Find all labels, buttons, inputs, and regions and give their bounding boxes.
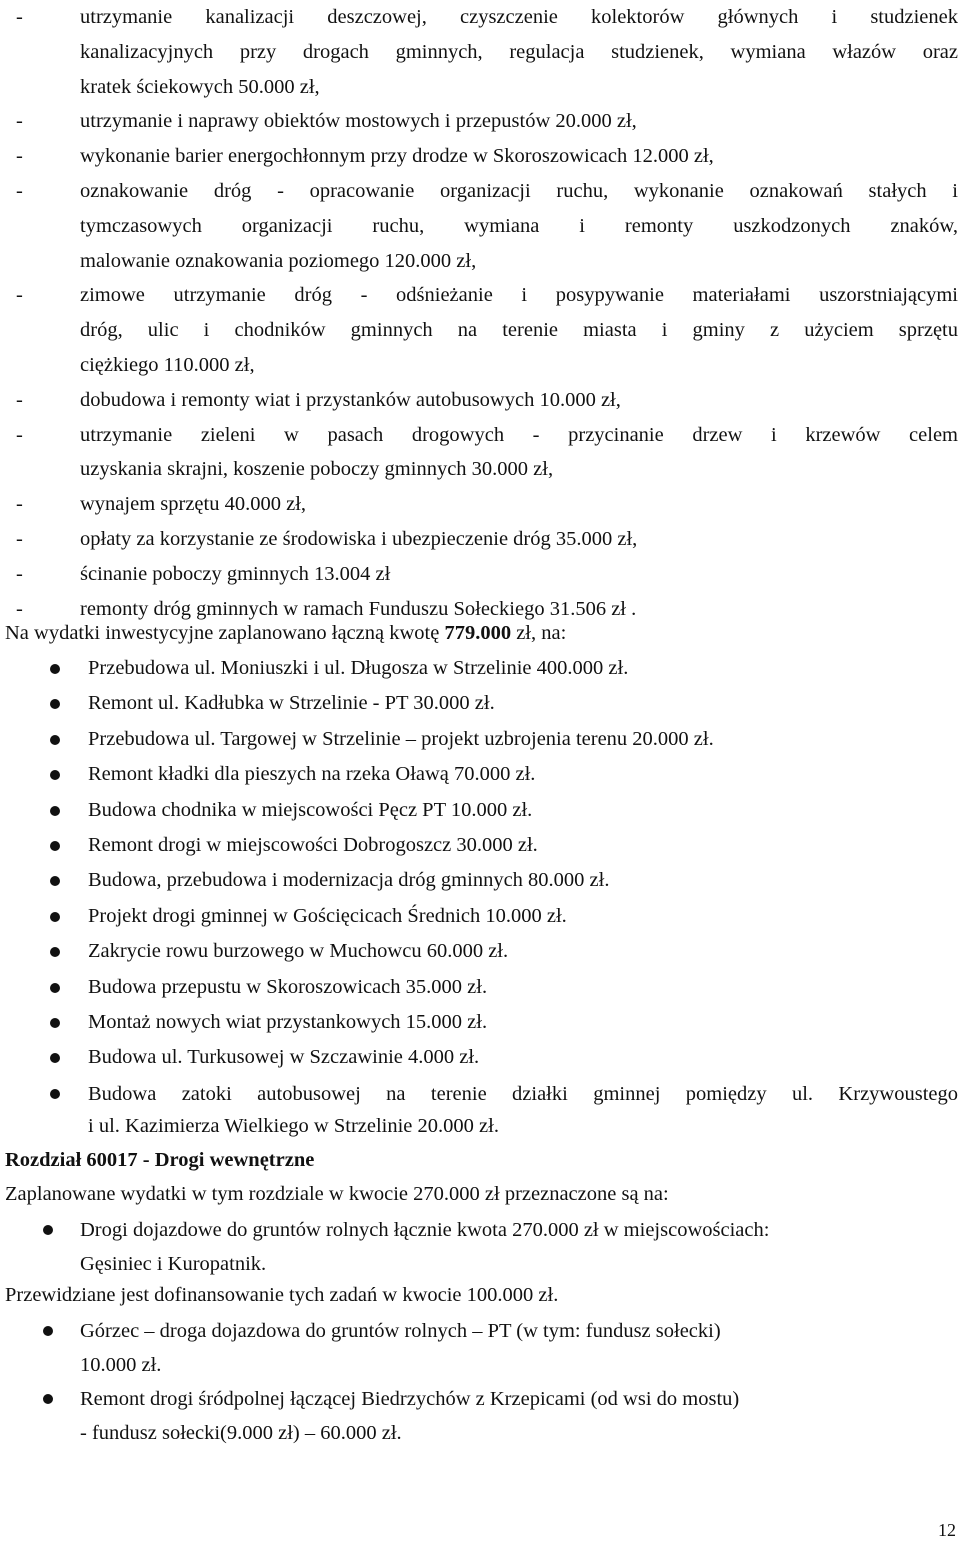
list-item-text: Budowa przepustu w Skoroszowicach 35.000 zł.: [88, 975, 488, 998]
list-item-line: utrzymanie zieleni w pasach drogowych - przycinanie drzew i krzewów celem: [80, 423, 958, 446]
dash-marker: -: [16, 527, 23, 550]
list-item-line: dróg, ulic i chodników gminnych na terenie miasta i gminy z użyciem sprzętu: [80, 319, 958, 342]
list-item-text: Przebudowa ul. Targowej w Strzelinie – projekt uzbrojenia terenu 20.000 zł.: [88, 727, 714, 750]
investment-intro: [5, 618, 566, 648]
dash-marker: -: [16, 597, 23, 620]
list-item: [0, 278, 960, 382]
cofinancing-intro: Przewidziane jest dofinansowanie tych zadań w kwocie 100.000 zł.: [5, 1284, 559, 1306]
list-item-line: tymczasowych organizacji ruchu, wymiana i remonty uszkodzonych znaków,: [80, 214, 958, 237]
list-item-line: uzyskania skrajni, koszenie poboczy gminnych 30.000 zł,: [80, 458, 554, 481]
bullet-icon: [43, 1394, 53, 1404]
dash-marker: -: [16, 110, 23, 133]
investment-total-amount: 779.000: [444, 622, 512, 644]
bullet-icon: [43, 1326, 53, 1336]
list-item: [0, 722, 960, 757]
list-item-line: wynajem sprzętu 40.000 zł,: [80, 493, 307, 516]
list-item: [0, 522, 960, 557]
list-item-text: Budowa, przebudowa i modernizacja dróg gminnych 80.000 zł.: [88, 869, 610, 892]
list-item: [0, 828, 960, 863]
list-item-text: Montaż nowych wiat przystankowych 15.000 zł.: [88, 1011, 488, 1034]
bullet-icon: [43, 1225, 53, 1235]
list-item-line: opłaty za korzystanie ze środowiska i ubezpieczenie dróg 35.000 zł,: [80, 527, 638, 550]
dash-marker: -: [16, 388, 23, 411]
bullet-icon: [50, 664, 60, 674]
list-item-text: Remont kładki dla pieszych na rzeka Oławą 70.000 zł.: [88, 763, 536, 786]
list-item: [0, 1076, 960, 1142]
list-item: [0, 487, 960, 522]
list-item: [0, 1040, 960, 1075]
bullet-icon: [50, 806, 60, 816]
list-item-line: Drogi dojazdowe do gruntów rolnych łącznie kwota 270.000 zł w miejscowościach:: [80, 1219, 770, 1241]
list-item-text: Remont ul. Kadłubka w Strzelinie - PT 30.000 zł.: [88, 692, 495, 715]
investment-intro-suffix: zł, na:: [511, 622, 567, 644]
section-intro: Zaplanowane wydatki w tym rozdziale w kwocie 270.000 zł przeznaczone są na:: [5, 1183, 669, 1205]
list-item-text: Budowa chodnika w miejscowości Pęcz PT 10.000 zł.: [88, 798, 533, 821]
dash-marker: -: [16, 145, 23, 168]
list-item: [0, 383, 960, 418]
list-item: [0, 934, 960, 969]
dash-marker: -: [16, 423, 23, 446]
list-item: [0, 1314, 960, 1382]
list-item: [0, 104, 960, 139]
list-item-text: Zakrycie rowu burzowego w Muchowcu 60.000 zł.: [88, 940, 509, 963]
list-item: [0, 1382, 960, 1450]
list-item-line: utrzymanie kanalizacji deszczowej, czyszczenie kolektorów głównych i studzienek: [80, 6, 958, 28]
list-item: [0, 139, 960, 174]
list-item: [0, 418, 960, 488]
list-item-line: - fundusz sołecki(9.000 zł) – 60.000 zł.: [80, 1422, 402, 1444]
list-item-line: kratek ściekowych 50.000 zł,: [80, 75, 320, 98]
dash-marker: -: [16, 493, 23, 516]
dash-marker: -: [16, 6, 23, 28]
bullet-icon: [50, 841, 60, 851]
bullet-icon: [50, 735, 60, 745]
list-item-text: Przebudowa ul. Moniuszki i ul. Długosza w Strzelinie 400.000 zł.: [88, 657, 629, 679]
list-item-line: kanalizacyjnych przy drogach gminnych, regulacja studzienek, wymiana włazów oraz: [80, 40, 958, 63]
list-item-line: malowanie oznakowania poziomego 120.000 zł,: [80, 249, 477, 272]
investment-intro-prefix: Na wydatki inwestycyjne zaplanowano łączną kwotę: [5, 622, 445, 644]
maintenance-list: [0, 0, 960, 626]
bullet-icon: [50, 770, 60, 780]
list-item: [0, 686, 960, 721]
list-item: [0, 863, 960, 898]
bullet-icon: [50, 699, 60, 709]
list-item-line: utrzymanie i naprawy obiektów mostowych i przepustów 20.000 zł,: [80, 110, 637, 133]
bullet-icon: [50, 912, 60, 922]
investment-list: [0, 651, 960, 1142]
list-item-text: Remont drogi w miejscowości Dobrogoszcz 30.000 zł.: [88, 834, 538, 857]
list-item-line: oznakowanie dróg - opracowanie organizacji ruchu, wykonanie oznakowań stałych i: [80, 179, 958, 202]
list-item: [0, 899, 960, 934]
cofinanced-list: [0, 1314, 960, 1450]
list-item: [0, 757, 960, 792]
list-item-line: zimowe utrzymanie dróg - odśnieżanie i posypywanie materiałami uszorstniającymi: [80, 284, 958, 307]
list-item: [0, 174, 960, 278]
list-item-line: remonty dróg gminnych w ramach Funduszu Sołeckiego 31.506 zł .: [80, 597, 637, 620]
internal-roads-list: [0, 1213, 960, 1281]
dash-marker: -: [16, 179, 23, 202]
list-item-line: dobudowa i remonty wiat i przystanków autobusowych 10.000 zł,: [80, 388, 621, 411]
list-item-text: Projekt drogi gminnej w Gościęcicach Średnich 10.000 zł.: [88, 904, 567, 927]
list-item-line: wykonanie barier energochłonnym przy drodze w Skoroszowicach 12.000 zł,: [80, 145, 714, 168]
list-item-line: ścinanie poboczy gminnych 13.004 zł: [80, 562, 391, 585]
list-item: [0, 1005, 960, 1040]
section-heading: Rozdział 60017 - Drogi wewnętrzne: [5, 1149, 315, 1171]
list-item-line: ciężkiego 110.000 zł,: [80, 353, 255, 376]
list-item: [0, 651, 960, 686]
list-item: [0, 970, 960, 1005]
bullet-icon: [50, 1089, 60, 1099]
list-item: [0, 1213, 960, 1281]
list-item-text: Budowa ul. Turkusowej w Szczawinie 4.000 zł.: [88, 1046, 480, 1069]
list-item-line: Remont drogi śródpolnej łączącej Biedrzychów z Krzepicami (od wsi do mostu): [80, 1388, 740, 1410]
list-item-line: i ul. Kazimierza Wielkiego w Strzelinie 20.000 zł.: [88, 1114, 499, 1137]
dash-marker: -: [16, 562, 23, 585]
list-item-line: Gęsiniec i Kuropatnik.: [80, 1253, 267, 1275]
list-item: [0, 0, 960, 104]
list-item: [0, 557, 960, 592]
bullet-icon: [50, 1018, 60, 1028]
list-item-line: Budowa zatoki autobusowej na terenie działki gminnej pomiędzy ul. Krzywoustego: [88, 1082, 958, 1105]
bullet-icon: [50, 947, 60, 957]
list-item: [0, 793, 960, 828]
page-number: 12: [938, 1520, 956, 1540]
bullet-icon: [50, 1053, 60, 1063]
list-item-line: Górzec – droga dojazdowa do gruntów rolnych – PT (w tym: fundusz sołecki): [80, 1320, 721, 1342]
bullet-icon: [50, 983, 60, 993]
bullet-icon: [50, 876, 60, 886]
list-item-line: 10.000 zł.: [80, 1354, 162, 1376]
dash-marker: -: [16, 284, 23, 307]
